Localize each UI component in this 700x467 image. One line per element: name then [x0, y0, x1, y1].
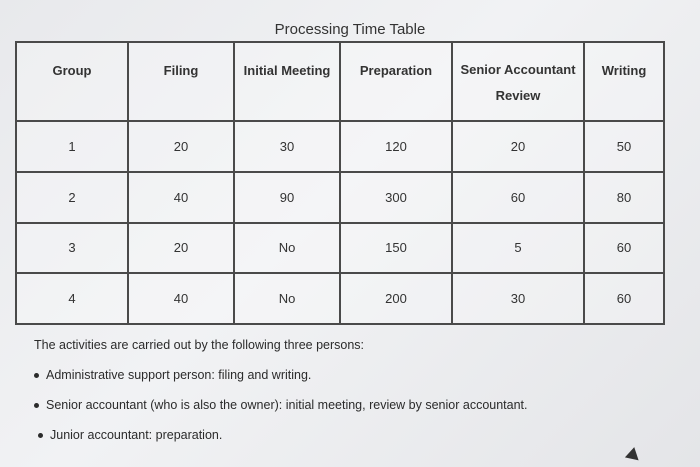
notes-intro: The activities are carried out by the following three persons: — [34, 338, 365, 352]
table-row — [16, 223, 664, 274]
list-item — [34, 398, 528, 412]
cell-preparation: 300 — [340, 172, 452, 223]
cell-group: 4 — [16, 273, 128, 324]
cell-group: 1 — [16, 121, 128, 172]
mouse-cursor-icon — [625, 446, 641, 461]
table-row — [16, 172, 664, 223]
cell-group: 3 — [16, 223, 128, 274]
cell-filing: 20 — [128, 223, 234, 274]
header-senior-accountant: Senior Accountant — [460, 62, 576, 77]
cell-senior-review: 60 — [452, 172, 584, 223]
notes-list — [34, 368, 528, 442]
processing-time-table — [15, 41, 665, 325]
bullet-icon — [34, 373, 39, 378]
table-row — [16, 273, 664, 324]
cell-senior-review: 5 — [452, 223, 584, 274]
cell-writing: 60 — [584, 273, 664, 324]
header-review: Review — [495, 88, 541, 103]
table-header-row — [16, 42, 664, 121]
cell-writing: 80 — [584, 172, 664, 223]
cell-preparation: 150 — [340, 223, 452, 274]
bullet-icon — [38, 433, 43, 438]
header-group: Group — [16, 42, 128, 121]
cell-filing: 40 — [128, 273, 234, 324]
header-writing: Writing — [584, 42, 664, 121]
table-row — [16, 121, 664, 172]
cell-initial-meeting: No — [234, 223, 340, 274]
list-item-text: Administrative support person: filing and writing. — [46, 368, 312, 382]
header-preparation: Preparation — [340, 42, 452, 121]
cell-initial-meeting: No — [234, 273, 340, 324]
cell-writing: 60 — [584, 223, 664, 274]
header-filing: Filing — [128, 42, 234, 121]
cell-initial-meeting: 30 — [234, 121, 340, 172]
cell-senior-review: 30 — [452, 273, 584, 324]
header-senior-accountant-review — [452, 42, 584, 121]
bullet-icon — [34, 403, 39, 408]
cell-group: 2 — [16, 172, 128, 223]
table-title: Processing Time Table — [274, 21, 426, 38]
header-initial-meeting: Initial Meeting — [234, 42, 340, 121]
cell-writing: 50 — [584, 121, 664, 172]
cell-preparation: 120 — [340, 121, 452, 172]
cell-initial-meeting: 90 — [234, 172, 340, 223]
cell-senior-review: 20 — [452, 121, 584, 172]
list-item — [34, 368, 528, 382]
list-item — [34, 428, 528, 442]
list-item-text: Senior accountant (who is also the owner): initial meeting, review by senior accountant. — [46, 398, 528, 412]
cell-filing: 40 — [128, 172, 234, 223]
cell-filing: 20 — [128, 121, 234, 172]
list-item-text: Junior accountant: preparation. — [50, 428, 223, 442]
notes-section — [34, 338, 528, 458]
cell-preparation: 200 — [340, 273, 452, 324]
